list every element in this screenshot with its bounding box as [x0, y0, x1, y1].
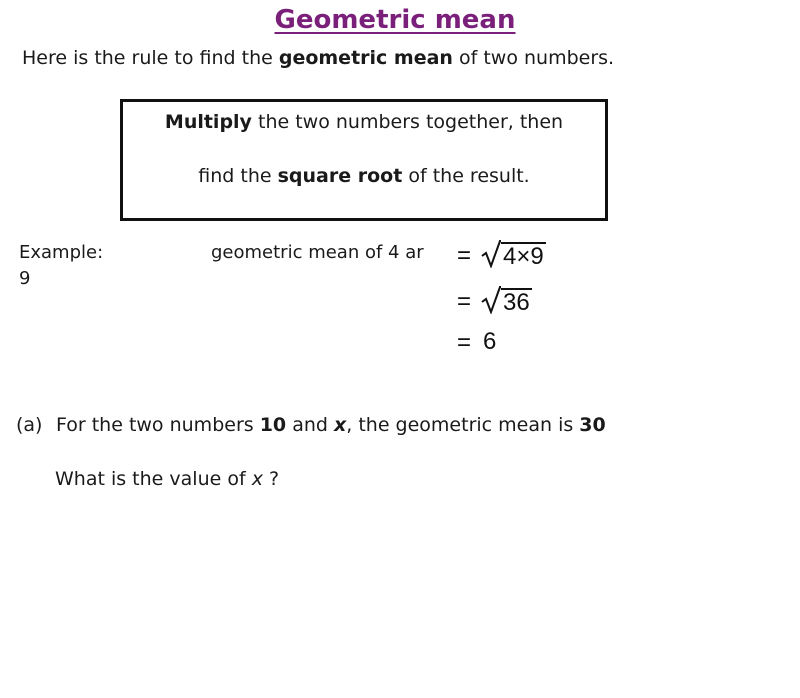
rule-box: [120, 99, 608, 221]
rule-line-2-after: of the result.: [402, 165, 530, 187]
equals-sign: =: [457, 242, 472, 269]
sub-question-var: x: [251, 468, 263, 490]
equals-sign: =: [457, 329, 472, 356]
question-num-1: 10: [259, 414, 287, 436]
question-var: x: [333, 414, 347, 436]
question-text-1: For the two numbers: [56, 414, 260, 436]
radical-icon: [481, 284, 501, 314]
math-step-1: [457, 238, 617, 272]
question-label: (a): [16, 414, 43, 436]
math-step-3: [457, 325, 617, 359]
math-step-2: [457, 284, 617, 318]
sub-question-end: ?: [262, 468, 280, 490]
rule-line-1: [123, 111, 605, 133]
example-text: geometric mean of 4 ar: [211, 242, 424, 263]
result-value: 6: [483, 328, 497, 355]
rule-line-2: [123, 165, 605, 187]
radicand: 4×9: [503, 243, 544, 270]
intro-before: Here is the rule to find the: [22, 47, 279, 69]
question-text-2: and: [286, 414, 334, 436]
intro-text: [22, 47, 614, 69]
intro-bold: geometric mean: [278, 47, 453, 69]
question-num-2: 30: [579, 414, 606, 436]
intro-after: of two numbers.: [452, 47, 615, 69]
equals-sign: =: [457, 288, 472, 315]
radicand: 36: [503, 289, 530, 316]
rule-line-2-before: find the: [198, 165, 278, 187]
question-a: [16, 414, 606, 436]
radical-icon: [481, 238, 501, 268]
rule-line-1-rest: the two numbers together, then: [251, 111, 564, 133]
example-label: [19, 240, 119, 292]
page-title: Geometric mean: [274, 5, 516, 35]
rule-multiply: Multiply: [164, 111, 252, 133]
example-label-overflow: 9: [19, 268, 31, 289]
example-label-text: Example:: [19, 242, 104, 263]
rule-square-root: square root: [277, 165, 403, 187]
sub-question: [55, 468, 279, 490]
question-text-3: , the geometric mean is: [346, 414, 580, 436]
sub-question-text: What is the value of: [55, 468, 252, 490]
